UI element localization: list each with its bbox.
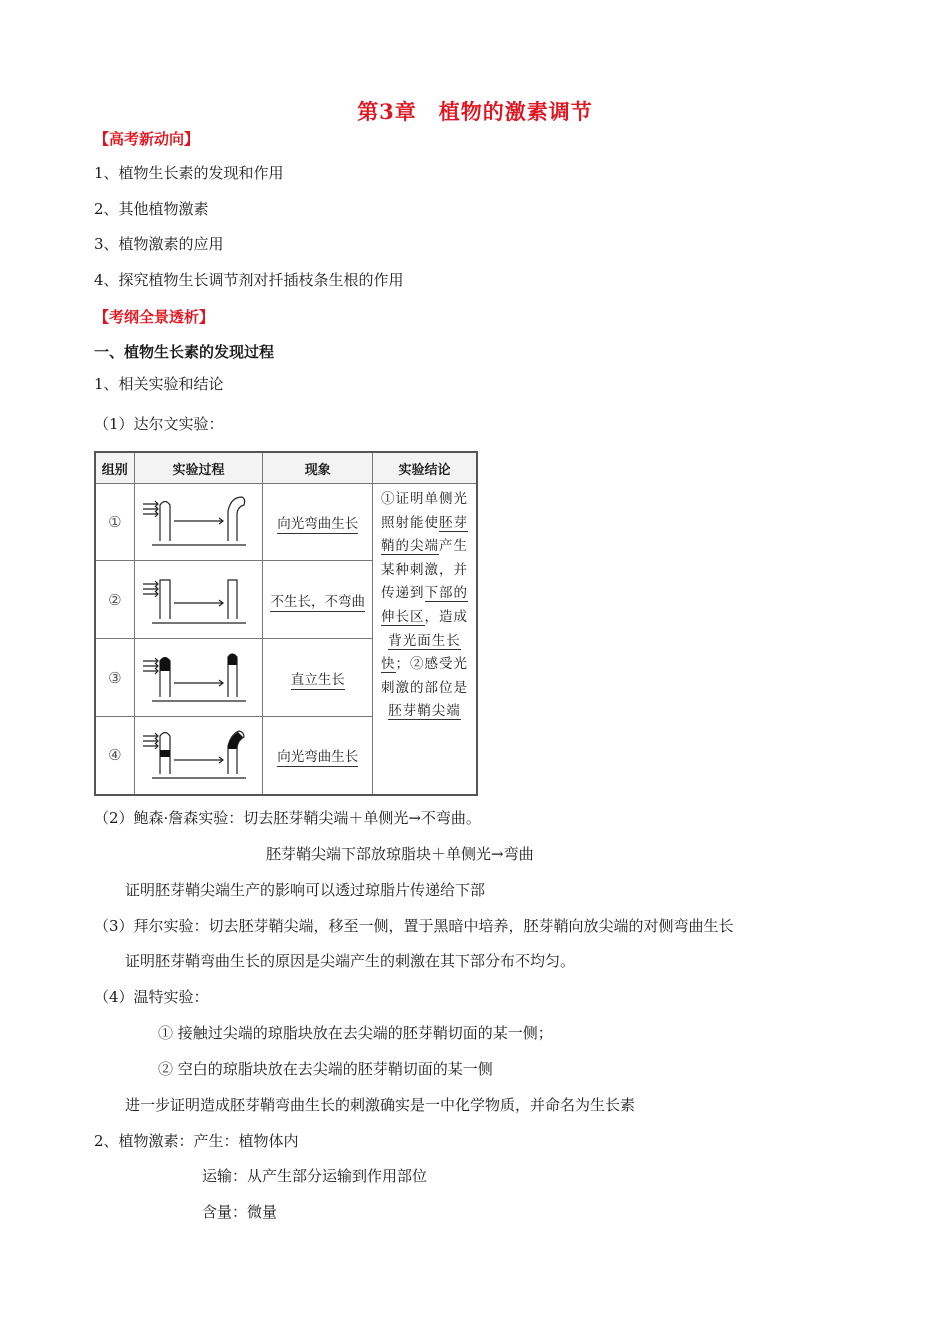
conclusion-key-term: 胚芽鞘的尖端 [381, 514, 469, 555]
group-number: ④ [95, 717, 134, 795]
boysen-jensen-conclusion: 证明胚芽鞘尖端生产的影响可以透过琼脂片传递给下部 [125, 881, 486, 899]
boysen-jensen-line-1: （2）鲍森·詹森实验：切去胚芽鞘尖端＋单侧光→不弯曲。 [94, 809, 481, 827]
conclusion-text: 产生某种刺激，并传递到 [381, 538, 469, 602]
process-figure [134, 717, 263, 795]
page-title: 第3章 植物的激素调节 [357, 99, 593, 124]
process-figure [134, 639, 263, 717]
experiment-label: （1）达尔文实验： [94, 415, 224, 433]
boysen-jensen-line-2: 胚芽鞘尖端下部放琼脂块＋单侧光→弯曲 [266, 845, 534, 863]
phenomenon-text: 向光弯曲生长 [277, 749, 359, 766]
group-number: ③ [95, 639, 134, 717]
group-number: ① [95, 484, 134, 561]
process-figure [134, 484, 263, 561]
paal-experiment: （3）拜尔实验：切去胚芽鞘尖端，移至一侧，置于黑暗中培养，胚芽鞘向放尖端的对侧弯曲生长 [94, 917, 734, 935]
coleoptile-figure [139, 645, 259, 711]
list-item: 1、植物生长素的发现和作用 [94, 164, 284, 182]
process-figure [134, 561, 263, 639]
coleoptile-figure [139, 489, 259, 555]
table-header: 现象 [263, 452, 373, 484]
conclusion-text: ①证明单侧光照射能使 [381, 491, 469, 531]
phenomenon-cell [263, 561, 373, 639]
list-item: 3、植物激素的应用 [94, 235, 224, 253]
table-header: 实验过程 [134, 452, 263, 484]
phenomenon-cell [263, 484, 373, 561]
conclusion-text: ，造成 [424, 608, 469, 625]
section-heading-overview: 【考纲全景透析】 [94, 308, 215, 326]
coleoptile-figure [139, 722, 259, 788]
conclusion-key-term: 背光面生长快 [381, 632, 461, 673]
table-header: 实验结论 [373, 452, 477, 484]
went-step-1: ① 接触过尖端的琼脂块放在去尖端的胚芽鞘切面的某一侧； [158, 1024, 553, 1042]
plant-hormone-transport: 运输：从产生部分运输到作用部位 [202, 1167, 428, 1185]
phenomenon-text: 直立生长 [290, 671, 345, 688]
phenomenon-cell [263, 717, 373, 795]
conclusion-text: ；②感受光刺激的部位是 [381, 656, 469, 696]
darwin-experiment-table [94, 451, 478, 796]
conclusion-key-term: 下部的伸长区 [381, 585, 469, 625]
phenomenon-text: 向光弯曲生长 [277, 516, 359, 532]
conclusion-cell [373, 484, 477, 795]
paal-conclusion: 证明胚芽鞘弯曲生长的原因是尖端产生的刺激在其下部分布不均匀。 [125, 952, 576, 970]
plant-hormone-amount: 含量：微量 [202, 1203, 278, 1221]
went-step-2: ② 空白的琼脂块放在去尖端的胚芽鞘切面的某一侧 [158, 1060, 493, 1078]
list-item: 2、其他植物激素 [94, 200, 209, 218]
went-conclusion: 进一步证明造成胚芽鞘弯曲生长的刺激确实是一中化学物质，并命名为生长素 [125, 1096, 636, 1114]
coleoptile-figure [139, 567, 259, 633]
list-item: 4、探究植物生长调节剂对扦插枝条生根的作用 [94, 271, 404, 289]
went-label: （4）温特实验： [94, 988, 209, 1006]
group-number: ② [95, 561, 134, 639]
sub-heading: 一、植物生长素的发现过程 [94, 343, 275, 361]
plant-hormone-definition: 2、植物激素：产生：植物体内 [94, 1132, 299, 1150]
conclusion-key-term: 胚芽鞘尖端 [388, 703, 461, 720]
phenomenon-text: 不生长，不弯曲 [270, 593, 365, 610]
phenomenon-cell [263, 639, 373, 717]
point-heading: 1、相关实验和结论 [94, 375, 224, 393]
table-header: 组别 [95, 452, 134, 484]
section-heading-new-trends: 【高考新动向】 [94, 130, 200, 148]
